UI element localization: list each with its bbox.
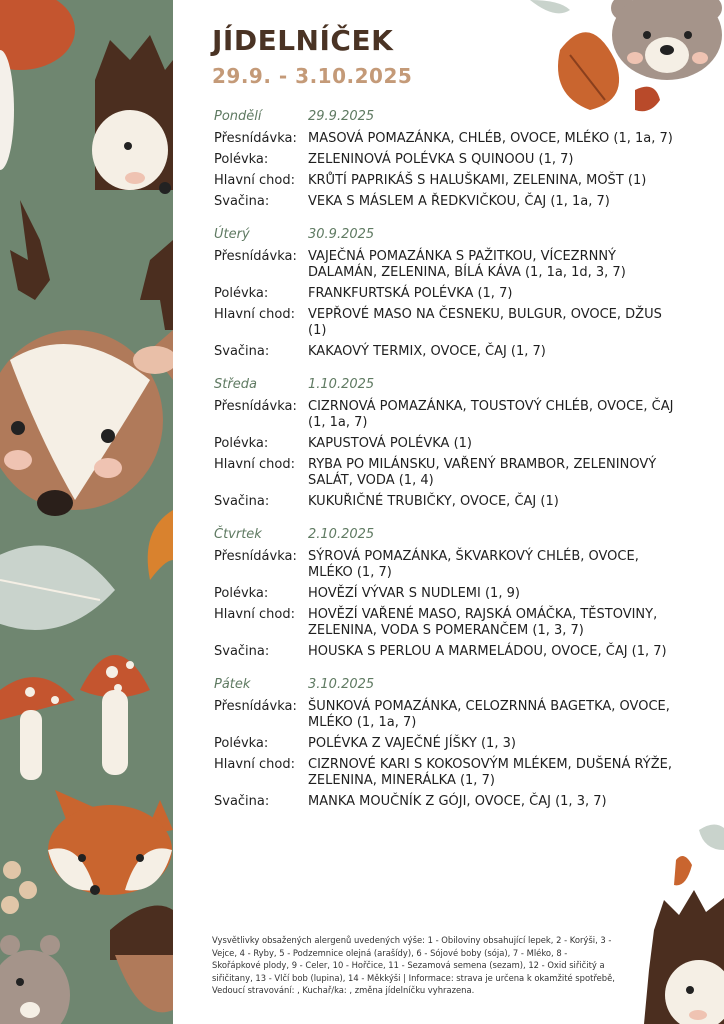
- allergen-legend: Vysvětlivky obsažených alergenů uvedených výše: 1 - Obiloviny obsahující lepek, 2 - Korýši, 3 - Vejce, 4 - Ryby, 5 - Podzemnice olejná (arašídy), 6 - Sójové boby (sója), 7 - Mléko, 8 - Skořápkové plody, 9 - Celer, 10 - Hořčice, 11 - Sezamová semena (sezam), 12 - Oxid siřičitý a siřičitany, 13 - Vlčí bob (lupina), 14 - Měkkýši | Informace: strava je určena k okamžité spotřebě, Vedoucí stravování: , Kuchař/ka: , změna jídelníčku vyhrazena.: [212, 935, 615, 995]
- day-date: 1.10.2025: [308, 376, 375, 392]
- soup-value: ZELENINOVÁ POLÉVKA S QUINOOU (1, 7): [308, 152, 574, 167]
- snack-am-value: SÝROVÁ POMAZÁNKA, ŠKVARKOVÝ CHLÉB, OVOCE, MLÉKO (1, 7): [308, 549, 639, 580]
- snack-pm-label: Svačina:: [214, 194, 270, 209]
- leaf-orange: [148, 510, 173, 580]
- snack-am-value: VAJEČNÁ POMAZÁNKA S PAŽITKOU, VÍCEZRNNÝ DALAMÁN, ZELENINA, BÍLÁ KÁVA (1, 1a, 1d, 3, 7): [308, 249, 626, 280]
- soup-label: Polévka:: [214, 736, 269, 751]
- main-value: VEPŘOVÉ MASO NA ČESNEKU, BULGUR, OVOCE, DŽUS (1): [308, 307, 662, 338]
- soup-label: Polévka:: [214, 286, 269, 301]
- main-value: KRŮTÍ PAPRIKÁŠ S HALUŠKAMI, ZELENINA, MOŠT (1): [308, 173, 647, 188]
- main-label: Hlavní chod:: [214, 173, 296, 188]
- snack-pm-label: Svačina:: [214, 644, 270, 659]
- main-label: Hlavní chod:: [214, 757, 296, 772]
- day-date: 29.9.2025: [308, 108, 375, 124]
- snack-pm-value: KAKAOVÝ TERMIX, OVOCE, ČAJ (1, 7): [308, 344, 546, 359]
- snack-am-label: Přesnídávka:: [214, 131, 297, 146]
- snack-pm-value: KUKUŘIČNÉ TRUBIČKY, OVOCE, ČAJ (1): [308, 494, 559, 509]
- day-name: Pondělí: [214, 108, 262, 124]
- woodland-animals-illustration: [0, 0, 173, 1024]
- snack-am-label: Přesnídávka:: [214, 549, 297, 564]
- day-date: 2.10.2025: [308, 526, 375, 542]
- weekly-menu: [214, 106, 684, 824]
- day-name: Úterý: [214, 226, 250, 242]
- main-value: CIZRNOVÉ KARI S KOKOSOVÝM MLÉKEM, DUŠENÁ RÝŽE, ZELENINA, MINERÁLKA (1, 7): [308, 757, 672, 788]
- snack-am-label: Přesnídávka:: [214, 399, 297, 414]
- soup-value: FRANKFURTSKÁ POLÉVKA (1, 7): [308, 286, 513, 301]
- soup-label: Polévka:: [214, 436, 269, 451]
- soup-value: POLÉVKA Z VAJEČNÉ JÍŠKY (1, 3): [308, 736, 516, 751]
- snack-am-label: Přesnídávka:: [214, 249, 297, 264]
- snack-pm-label: Svačina:: [214, 794, 270, 809]
- main-label: Hlavní chod:: [214, 457, 296, 472]
- main-label: Hlavní chod:: [214, 607, 296, 622]
- main-label: Hlavní chod:: [214, 307, 296, 322]
- soup-label: Polévka:: [214, 152, 269, 167]
- day-date: 3.10.2025: [308, 676, 375, 692]
- day-name: Čtvrtek: [214, 526, 262, 542]
- main-value: RYBA PO MILÁNSKU, VAŘENÝ BRAMBOR, ZELENINOVÝ SALÁT, VODA (1, 4): [308, 457, 657, 488]
- soup-value: KAPUSTOVÁ POLÉVKA (1): [308, 436, 472, 451]
- oak-leaf-icon: [558, 32, 619, 110]
- snack-pm-label: Svačina:: [214, 494, 270, 509]
- soup-value: HOVĚZÍ VÝVAR S NUDLEMI (1, 9): [308, 586, 520, 601]
- deer-antler-right: [140, 240, 173, 330]
- deer-antler-left: [10, 200, 50, 300]
- day-friday: [214, 674, 684, 810]
- snack-pm-label: Svačina:: [214, 344, 270, 359]
- leaf-grey: [0, 545, 115, 630]
- snack-am-value: ŠUNKOVÁ POMAZÁNKA, CELOZRNNÁ BAGETKA, OVOCE, MLÉKO (1, 1a, 7): [308, 699, 670, 730]
- day-monday: [214, 106, 684, 210]
- day-wednesday: [214, 374, 684, 510]
- day-name: Pátek: [214, 676, 251, 692]
- main-value: HOVĚZÍ VAŘENÉ MASO, RAJSKÁ OMÁČKA, TĚSTOVINY, ZELENINA, VODA S POMERANČEM (1, 3, 7): [308, 607, 658, 638]
- hedgehog-bottom-illustration: [644, 820, 724, 1024]
- snack-am-value: CIZRNOVÁ POMAZÁNKA, TOUSTOVÝ CHLÉB, OVOCE, ČAJ (1, 1a, 7): [308, 399, 674, 430]
- snack-pm-value: VEKA S MÁSLEM A ŘEDKVIČKOU, ČAJ (1, 1a, 7): [308, 194, 610, 209]
- snack-pm-value: MANKA MOUČNÍK Z GÓJI, OVOCE, ČAJ (1, 3, 7): [308, 794, 607, 809]
- day-name: Středa: [214, 376, 257, 392]
- mushroom-cap-top: [0, 0, 75, 70]
- snack-am-label: Přesnídávka:: [214, 699, 297, 714]
- acorn-cap: [110, 906, 173, 961]
- left-illustration-panel: [0, 0, 173, 1024]
- day-date: 30.9.2025: [308, 226, 375, 242]
- day-thursday: [214, 524, 684, 660]
- leaf-small-icon: [674, 856, 692, 885]
- week-date-range: 29.9. - 3.10.2025: [212, 64, 413, 88]
- day-tuesday: [214, 224, 684, 360]
- snack-pm-value: HOUSKA S PERLOU A MARMELÁDOU, OVOCE, ČAJ (1, 7): [308, 644, 667, 659]
- page-title: JÍDELNÍČEK: [212, 24, 394, 57]
- soup-label: Polévka:: [214, 586, 269, 601]
- snack-am-value: MASOVÁ POMAZÁNKA, CHLÉB, OVOCE, MLÉKO (1, 1a, 7): [308, 131, 673, 146]
- deer-nose: [37, 490, 73, 516]
